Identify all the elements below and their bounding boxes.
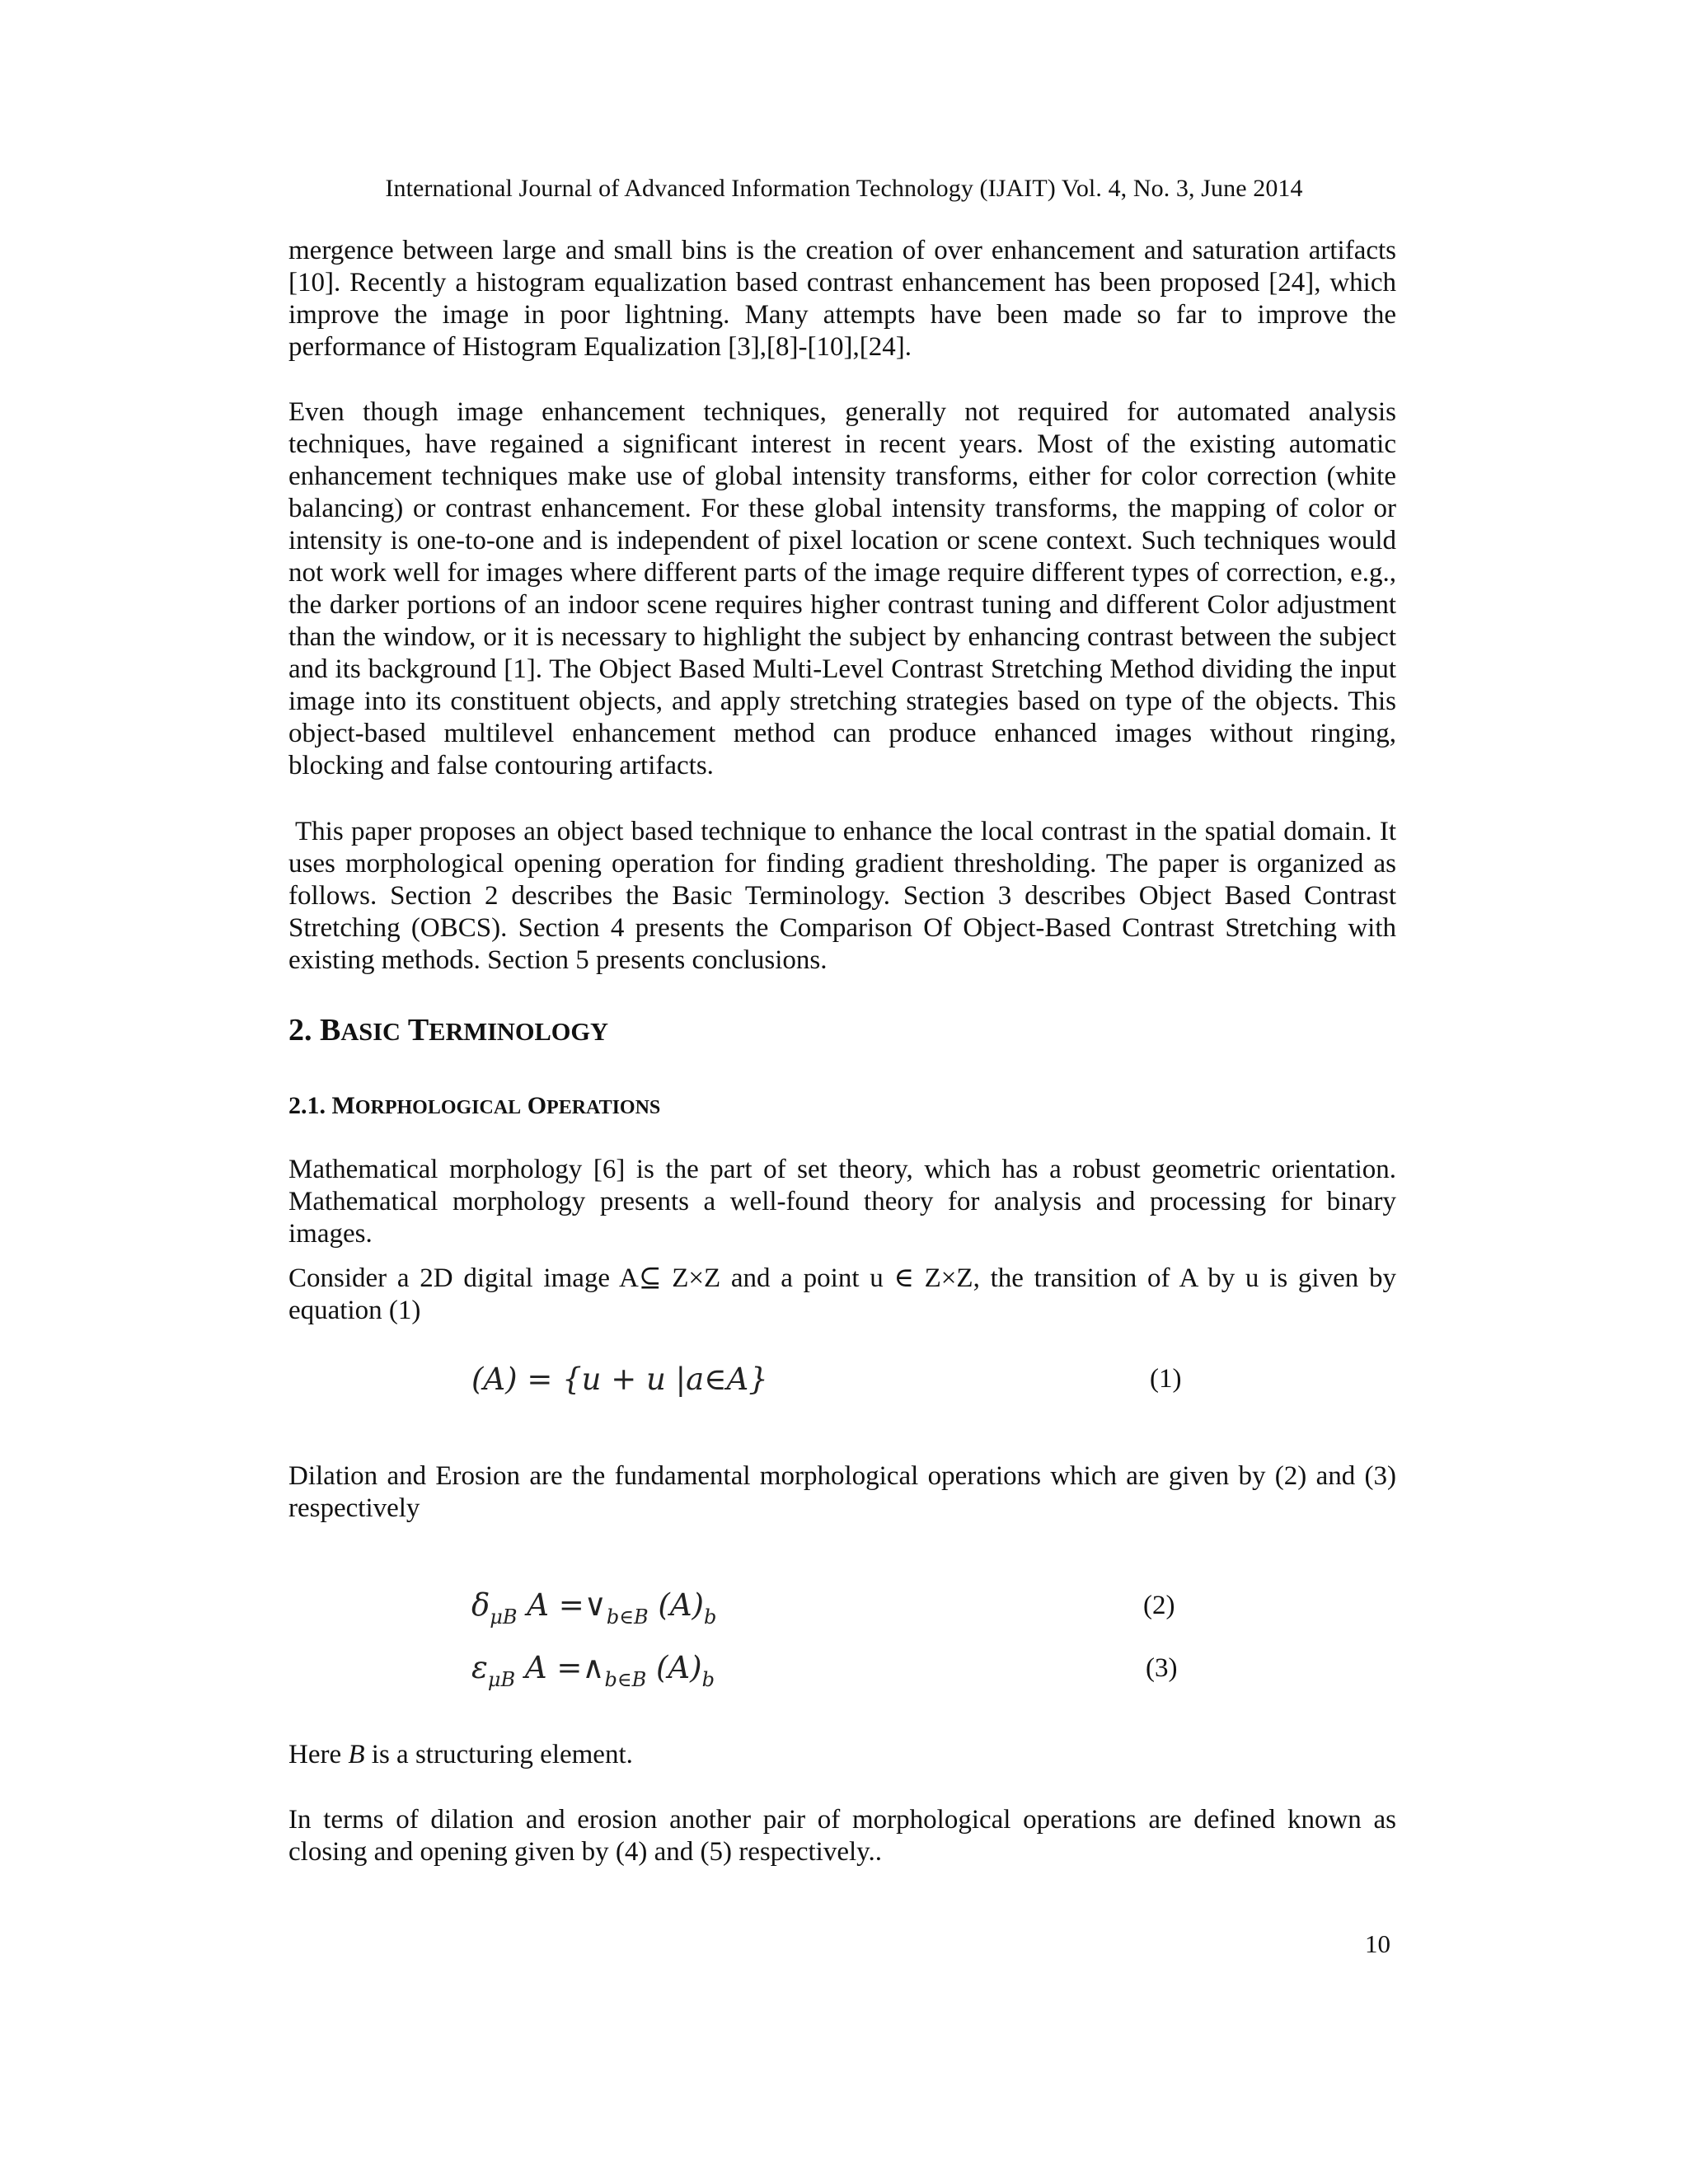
paragraph-structuring-element bbox=[288, 1739, 1396, 1771]
paragraph-transition-definition: Consider a 2D digital image A⊆ Z×Z and a point u ∈ Z×Z, the transition of A by u is given by equation (1) bbox=[288, 1263, 1396, 1325]
equation-3-subscript-3: b bbox=[701, 1668, 715, 1691]
equation-3-symbol: ε bbox=[471, 1650, 488, 1685]
equation-3-subscript-2: b∈B bbox=[604, 1668, 647, 1691]
section-heading-basic-terminology bbox=[288, 1012, 608, 1048]
section-title-word2-initial: T bbox=[407, 1013, 429, 1047]
equation-2 bbox=[471, 1587, 716, 1629]
equation-1-expression: (A) = {u + u |a∈A} bbox=[471, 1361, 768, 1397]
section-number: 2. bbox=[288, 1013, 312, 1047]
equation-1 bbox=[471, 1361, 768, 1397]
equation-2-subscript-3: b bbox=[704, 1605, 717, 1629]
page-number: 10 bbox=[1365, 1929, 1390, 1958]
paragraph-morphology-intro: Mathematical morphology [6] is the part of set theory, which has a robust geometric orientation. Mathematical morphology presents a well-found theory for analysis and processing for binary images. bbox=[288, 1155, 1396, 1249]
subsection-title-word2-initial: O bbox=[527, 1092, 547, 1119]
equation-3-operator: =∧ bbox=[556, 1650, 605, 1685]
paragraph-histogram: mergence between large and small bins is the creation of over enhancement and saturation artifacts [10]. Recently a histogram equalization based contrast enhancement has been proposed [24], which improve the image in poor lightning. Many attempts have been made so far to improve the performance of Histogram Equalization [3],[8]-[10],[24]. bbox=[288, 236, 1396, 362]
subsection-title-word1-initial: M bbox=[331, 1092, 355, 1119]
equation-3 bbox=[471, 1650, 715, 1691]
equation-3-number: (3) bbox=[1146, 1653, 1178, 1683]
section-title-word2-rest: ERMINOLOGY bbox=[429, 1018, 608, 1046]
running-header: International Journal of Advanced Information Technology (IJAIT) Vol. 4, No. 3, June 2014 bbox=[385, 175, 1303, 202]
subsection-number: 2.1. bbox=[288, 1092, 326, 1119]
structuring-element-prefix: Here bbox=[288, 1740, 342, 1769]
equation-2-subscript-2: b∈B bbox=[606, 1605, 649, 1629]
structuring-element-suffix: is a structuring element. bbox=[371, 1740, 633, 1769]
structuring-element-variable: B bbox=[348, 1740, 365, 1769]
equation-3-subscript-1: μB bbox=[487, 1668, 516, 1691]
equation-2-number: (2) bbox=[1143, 1591, 1175, 1620]
equation-2-paren: (A) bbox=[658, 1587, 704, 1623]
equation-1-number: (1) bbox=[1150, 1364, 1182, 1394]
paragraph-closing-opening: In terms of dilation and erosion another pair of morphological operations are defined known as closing and opening given by (4) and (5) respectively.. bbox=[288, 1805, 1396, 1867]
paragraph-paper-overview: This paper proposes an object based technique to enhance the local contrast in the spatial domain. It uses morphological opening operation for finding gradient thresholding. The paper is organized as follows. Section 2 describes the Basic Terminology. Section 3 describes Object Based Contrast Stretching (OBCS). Section 4 presents the Comparison Of Object-Based Contrast Stretching with existing methods. Section 5 presents conclusions. bbox=[288, 817, 1396, 975]
subsection-title-word2-rest: PERATIONS bbox=[546, 1097, 661, 1118]
equation-2-subscript-1: μB bbox=[490, 1605, 518, 1629]
subsection-title-word1-rest: ORPHOLOGICAL bbox=[354, 1097, 522, 1118]
equation-2-variable: A bbox=[527, 1587, 550, 1623]
paragraph-dilation-erosion: Dilation and Erosion are the fundamental morphological operations which are given by (2) and (3) respectively bbox=[288, 1461, 1396, 1523]
equation-2-operator: =∨ bbox=[558, 1587, 607, 1623]
section-title-word1-initial: B bbox=[320, 1013, 341, 1047]
equation-2-symbol: δ bbox=[471, 1587, 490, 1623]
subsection-heading-morphological-operations bbox=[288, 1092, 660, 1120]
equation-3-variable: A bbox=[524, 1650, 547, 1685]
paragraph-enhancement-background: Even though image enhancement techniques, generally not required for automated analysis techniques, have regained a significant interest in recent years. Most of the existing automatic enhancement techniques make use of global intensity transforms, either for color correction (white balancing) or contrast enhancement. For these global intensity transforms, the mapping of color or intensity is one-to-one and is independent of pixel location or scene context. Such techniques would not work well for images where different parts of the image require different types of correction, e.g., the darker portions of an indoor scene requires higher contrast tuning and different Color adjustment than the window, or it is necessary to highlight the subject by enhancing contrast between the subject and its background [1]. The Object Based Multi-Level Contrast Stretching Method dividing the input image into its constituent objects, and apply stretching strategies based on type of the objects. This object-based multilevel enhancement method can produce enhanced images without ringing, blocking and false contouring artifacts. bbox=[288, 397, 1396, 780]
equation-3-paren: (A) bbox=[655, 1650, 702, 1685]
section-title-word1-rest: ASIC bbox=[340, 1018, 401, 1046]
